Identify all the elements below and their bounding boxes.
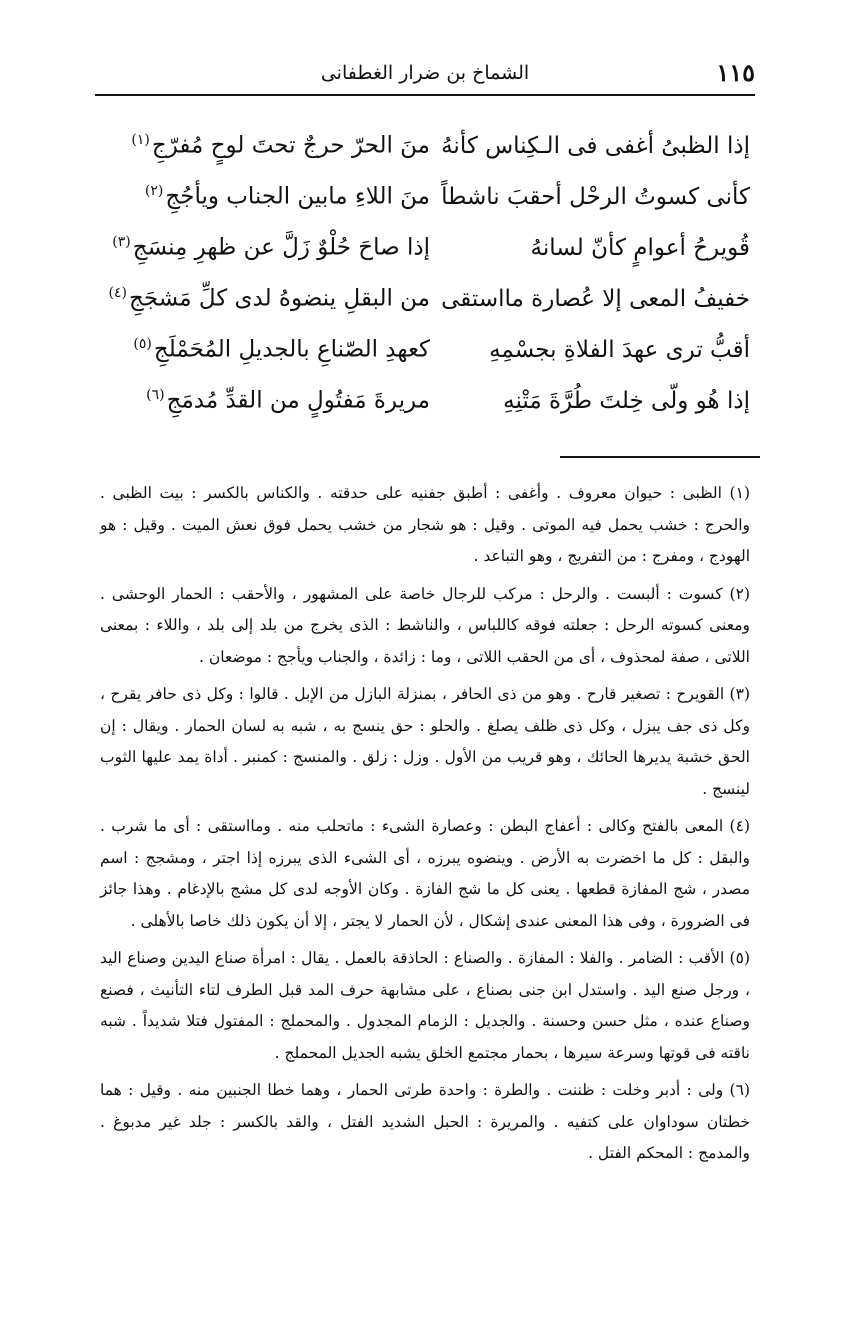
verse-second-hemistich [100, 132, 430, 159]
verse-first-hemistich: خفيفُ المعى إلا عُصارة مااستقى [441, 285, 750, 312]
footnote-marker: (٥) [133, 336, 152, 353]
footnote-marker: (٣) [112, 234, 131, 251]
verse [100, 324, 750, 375]
verse [100, 120, 750, 171]
footnote: (٥) الأقب : الضامر . والفلا : المفازة . والصناع : الحاذقة بالعمل . يقال : امرأة صناع اليدين وصناع اليد ، ورجل صنع اليد . واستدل ابن جنى بصناع ، على مشابهة حرف المد قبل الطرف لتاء التأنيث ، فصنع وصناع عنده ، مثل حسن وحسنة . والجديل : الزمام المجدول . والمحملج : المفتول فتلا شديداً . شبه ناقته فى قوتها وسرعة سيرها ، بحمار مجتمع الخلق يشبه الجديل المحملج . [100, 949, 750, 1062]
footnote: (٣) القويرح : تصغير قارح . وهو من ذى الحافر ، بمنزلة البازل من الإبل . قالوا : وكل ذى حافر يقرح ، وكل ذى جف يبزل ، وكل ذى ظلف يصلغ . والحلو : حق ينسج به ، شبه به لسان الحمار . ويقال : إن الحق خشبة يديرها الحائك ، وهو قريب من الأول . وزل : زلق . والمنسج : كمنبر . أداة يمد عليها الثوب لينسج . [100, 685, 750, 798]
verse-second-hemistich [100, 234, 430, 261]
page-number: ١١٥ [716, 58, 755, 87]
footnote: (٢) كسوت : ألبست . والرحل : مركب للرجال خاصة على المشهور ، والأحقب : الحمار الوحشى . ومعنى كسوته الرحل : جعلته فوقه كاللباس ، والناشط : الذى يخرج من بلد إلى بلد ، واللاء : بمعنى اللاتى ، صفة لمحذوف ، أى من الحقب اللاتى ، وما : زائدة ، والجناب ويأجج : موضعان . [100, 584, 750, 666]
verse-second-hemistich-text: منَ اللاءِ مابين الجناب ويأجُجِ [165, 183, 430, 210]
footnotes [100, 478, 750, 1176]
verse-second-hemistich-text: مريرةَ مَفتُولٍ من القدِّ مُدمَجِ [166, 387, 430, 414]
header-rule [95, 94, 755, 96]
verse-second-hemistich-text: كعهدِ الصّناعِ بالجديلِ المُحَمْلَجِ [153, 336, 430, 363]
verse-second-hemistich-text: من البقلِ ينضوهُ لدى كلِّ مَشجَجِ [129, 285, 430, 312]
verse-second-hemistich [100, 183, 430, 210]
verse-first-hemistich: إذا الظبىُ أغفى فى الـكِناس كأنهُ [441, 132, 750, 159]
footnote: (٦) ولى : أدبر وخلت : ظننت . والطرة : واحدة طرتى الحمار ، وهما خطا الجنبين منه . وقيل : هما خطتان سوداوان على كتفيه . والمريرة : الحبل الشديد الفتل ، والقد بالكسر : جلد غير مدبوغ . والمدمج : المحكم الفتل . [100, 1081, 750, 1162]
verse-first-hemistich: قُويرحُ أعوامٍ كأنّ لسانهُ [530, 234, 750, 261]
verse [100, 171, 750, 222]
verse-first-hemistich: كأنى كسوتُ الرحْل أحقبَ ناشطاً [441, 183, 750, 210]
page-header [95, 56, 755, 96]
running-title: الشماخ بن ضرار الغطفانى [320, 62, 530, 84]
footnote-marker: (٢) [144, 183, 164, 200]
footnote-marker: (٤) [108, 285, 128, 302]
verse [100, 273, 750, 324]
verse-first-hemistich: إذا هُو ولّى خِلتَ طُرَّةَ مَتْنِهِ [503, 387, 750, 414]
verse-second-hemistich [100, 387, 430, 414]
verse-second-hemistich-text: منَ الحرّ حرجٌ تحتَ لوحٍ مُفرّجِ [151, 132, 430, 159]
verse-second-hemistich [100, 285, 430, 312]
footnote-separator [560, 456, 760, 458]
verse-first-hemistich: أقبُّ ترى عهدَ الفلاةِ بجسْمِهِ [489, 336, 750, 363]
footnote-marker: (١) [131, 132, 150, 149]
footnote-marker: (٦) [146, 387, 165, 404]
verse [100, 375, 750, 426]
poem-verses [100, 120, 750, 426]
verse-second-hemistich [100, 336, 430, 363]
verse [100, 222, 750, 273]
verse-second-hemistich-text: إذا صاحَ حُلْوٌ زَلَّ عن ظهرِ مِنسَجِ [132, 234, 430, 261]
footnote: (١) الظبى : حيوان معروف . وأغفى : أطبق جفنيه على حدقته . والكناس بالكسر : بيت الظبى . والحرج : خشب يحمل فيه الموتى . وقيل : هو شجار من خشب يحمل فوق نعش الميت . وقيل : هو الهودج ، ومفرج : من التفريج ، وهو التباعد . [100, 484, 750, 565]
footnote: (٤) المعى بالفتح وكالى : أعفاج البطن : وعصارة الشىء : ماتحلب منه . ومااستقى : أى ما شرب . والبقل : كل ما اخضرت به الأرض . وينضوه يبرزه ، أى الشىء الذى يبرزه إذا اجتر ، ومشجج : اسم مصدر ، شج المفازة قطعها . يعنى كل ما شج الفازة . وكان الأوجه لدى كل مشج بالإدغام . وهذا جائز فى الضرورة ، وفى هذا المعنى عندى إشكال ، لأن الحمار لا يجتر ، إلا أن يكون ذلك خاصا بالأهلى . [100, 817, 750, 930]
